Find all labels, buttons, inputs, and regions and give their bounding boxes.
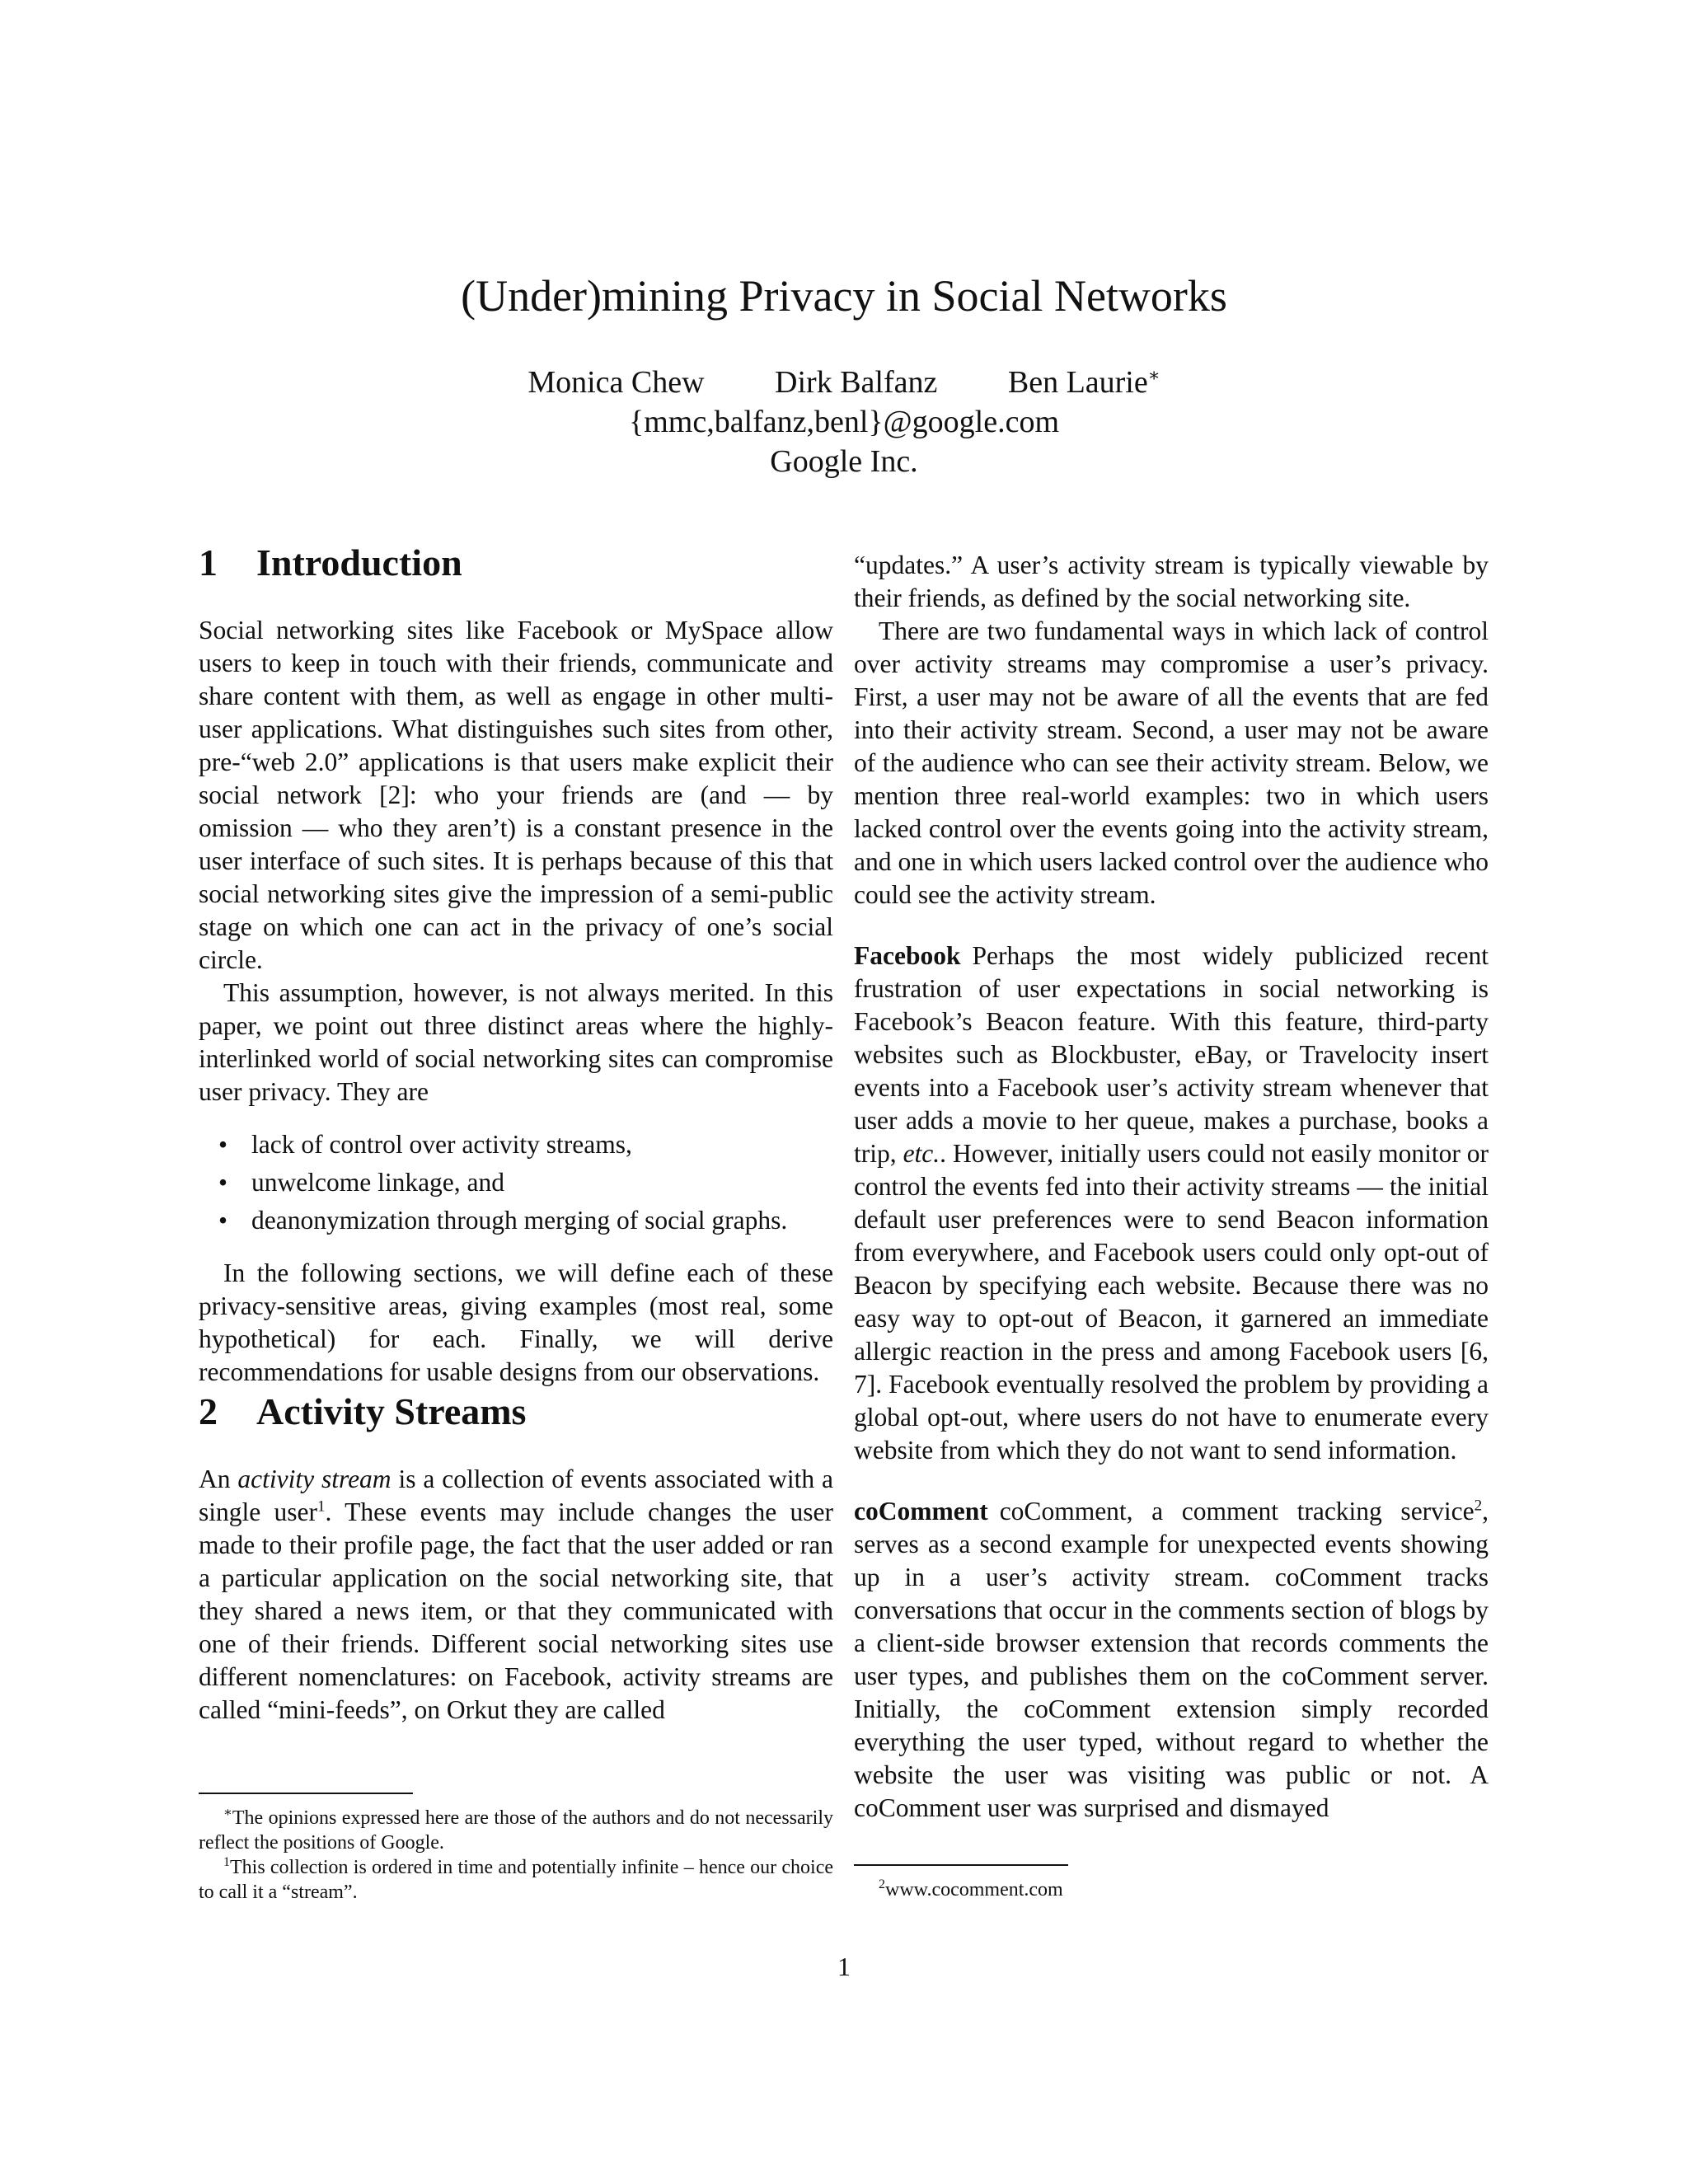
footnote-ref: 1	[317, 1497, 326, 1516]
footnote-text: The opinions expressed here are those of the authors and do not necessarily reflect the positions of Google.	[199, 1807, 833, 1854]
paragraph-cocomment	[854, 1495, 1489, 1825]
paragraph: “updates.” A user’s activity stream is typically viewable by their friends, as defined by the social networking site.	[854, 551, 1489, 612]
text-run: . These events may include changes the user made to their profile page, the fact that the user added or ran a particular application on the social networking site, that they shared a news item, or that they communicated with one of their friends. Different social networking sites use different nomenclatures: on Facebook, activity streams are called “mini-feeds”, on Orkut they are called	[199, 1497, 833, 1724]
section-number: 2	[199, 1390, 218, 1432]
section-heading-introduction	[199, 540, 833, 586]
list-item-text: lack of control over activity streams,	[251, 1130, 632, 1159]
paragraph: In the following sections, we will define each of these privacy-sensitive areas, giving examples (most real, some hypothetical) for each. Finally, we will derive recommendations for usable designs from our observations.	[199, 1258, 833, 1386]
paragraph: Social networking sites like Facebook or MySpace allow users to keep in touch with their friends, communicate and share content with them, as well as engage in other multi-user applications. What distinguishes such sites from other, pre-“web 2.0” applications is that users make explicit their social network [2]: who your friends are (and — by omission — who they aren’t) is a constant presence in the user interface of such sites. It is perhaps because of this that social networking sites give the impression of a semi-public stage on which one can act in the privacy of one’s social circle.	[199, 616, 833, 974]
footnote	[199, 1855, 833, 1905]
footnote-mark: ∗	[1147, 364, 1160, 386]
footnote-rule	[854, 1864, 1068, 1866]
footnote	[854, 1877, 1489, 1902]
section-number: 1	[199, 541, 218, 583]
left-column	[199, 540, 833, 1727]
list-item	[218, 1166, 833, 1199]
section-title: Introduction	[256, 541, 462, 583]
footnote-text: www.cocomment.com	[885, 1879, 1063, 1900]
paragraph-heading: Facebook	[854, 941, 961, 970]
paragraph	[199, 1463, 833, 1727]
author-name: Ben Laurie	[1007, 365, 1148, 400]
footnote	[199, 1806, 833, 1855]
paragraph: This assumption, however, is not always merited. In this paper, we point out three distinct areas where the highly-interlinked world of social networking sites can compromise user privacy. They are	[199, 978, 833, 1106]
paragraph-facebook	[854, 940, 1489, 1467]
footnote-text: This collection is ordered in time and potentially infinite – hence our choice to call it a “stream”.	[199, 1857, 833, 1903]
emphasis-term: activity stream	[237, 1465, 392, 1493]
author-name-with-mark	[1008, 363, 1160, 402]
footnote-rule	[199, 1793, 413, 1794]
paragraph-heading: coComment	[854, 1497, 988, 1526]
section-heading-activity-streams	[199, 1389, 833, 1435]
text-run: An	[199, 1465, 238, 1493]
emphasis-term: etc.	[903, 1139, 940, 1168]
bullet-icon: •	[218, 1168, 228, 1197]
footnote-mark: ∗	[223, 1806, 232, 1820]
paragraph: There are two fundamental ways in which lack of control over activity streams may compromise a user’s privacy. First, a user may not be aware of all the events that are fed into their activity stream. Second, a user may not be aware of the audience who can see their activity stream. Below, we mention three real-world examples: two in which users lacked control over the events going into the activity stream, and one in which users lacked control over the audience who could see the activity stream.	[854, 616, 1489, 909]
bullet-list	[199, 1128, 833, 1237]
author-name: Dirk Balfanz	[775, 365, 938, 400]
author-email: {mmc,balfanz,benl}@google.com	[628, 405, 1060, 439]
text-run: Perhaps the most widely publicized recent frustration of user expectations in social networking is Facebook’s Beacon feature. With this feature, third-party websites such as Blockbuster, eBay, or Travelocity insert events into a Facebook user’s activity stream whenever that user adds a movie to her queue, makes a purchase, books a trip,	[854, 941, 1489, 1168]
author-name: Monica Chew	[528, 365, 705, 400]
text-run: is a collection of events associated with a single user	[199, 1465, 833, 1526]
paper-title: (Under)mining Privacy in Social Networks	[461, 271, 1227, 321]
footnote-mark: 1	[223, 1855, 230, 1869]
list-item	[218, 1128, 833, 1161]
bullet-icon: •	[218, 1130, 228, 1159]
list-item-text: unwelcome linkage, and	[251, 1168, 505, 1197]
footnote-mark: 2	[879, 1877, 885, 1891]
section-title: Activity Streams	[256, 1390, 527, 1432]
list-item	[218, 1204, 833, 1237]
author-affiliation: Google Inc.	[770, 444, 918, 479]
text-run: , serves as a second example for unexpected events showing up in a user’s activity stream. coComment tracks conversations that occur in the comments section of blogs by a client-side browser extension that records comments the user types, and publishes them on the coComment server. Initially, the coComment extension simply recorded everything the user typed, without regard to whether the website the user was visiting was public or not. A coComment user was surprised and dismayed	[854, 1497, 1489, 1822]
bullet-icon: •	[218, 1206, 228, 1235]
list-item-text: deanonymization through merging of social graphs.	[251, 1206, 788, 1235]
page-number: 1	[837, 1952, 851, 1981]
footnotes-right	[854, 1864, 1489, 1902]
text-run: . However, initially users could not easily monitor or control the events fed into their activity streams — the initial default user preferences were to send Beacon information from everywhere, and Facebook users could only opt-out of Beacon by specifying each website. Because there was no easy way to opt-out of Beacon, it garnered an immediate allergic reaction in the press and among Facebook users [6, 7]. Facebook eventually resolved the problem by providing a global opt-out, where users do not have to enumerate every website from which they do not want to send information.	[854, 1139, 1489, 1465]
footnote-ref: 2	[1474, 1497, 1483, 1515]
text-run: coComment, a comment tracking service	[999, 1497, 1475, 1526]
author-block	[0, 363, 1688, 481]
footnotes-left	[199, 1793, 833, 1905]
right-column	[854, 549, 1489, 1825]
